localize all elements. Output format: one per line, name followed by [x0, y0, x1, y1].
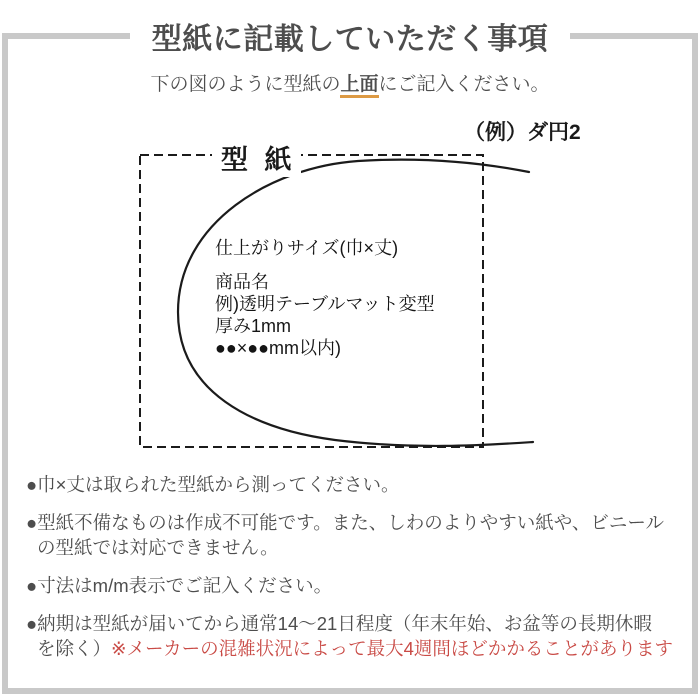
note-item-delivery-time [26, 611, 678, 661]
note-line-continuation: を除く） [37, 638, 112, 659]
note-item-dimension-unit [26, 573, 678, 598]
notes-list [26, 472, 678, 674]
finished-size-line: 仕上がりサイズ(巾×丈) [215, 238, 399, 258]
subtitle-text-after: にご記入ください。 [378, 74, 550, 95]
example-shape-label: （例）ダ円2 [464, 121, 581, 144]
subtitle-text-before: 下の図のように型紙の [150, 74, 341, 95]
note-line: ●寸法はm/m表示でご記入ください。 [26, 575, 333, 596]
note-item-measure [26, 472, 678, 497]
oval-annotation-block [215, 237, 435, 359]
note-line: ●巾×丈は取られた型紙から測ってください。 [26, 474, 400, 495]
note-line: の型紙では対応できません。 [37, 537, 279, 558]
delay-warning-text: ※メーカーの混雑状況によって最大4週間ほどかかることがあります [111, 638, 673, 659]
product-name-line: 商品名 [215, 272, 269, 292]
subtitle-emphasis-top-surface: 上面 [340, 74, 378, 98]
note-line: ●型紙不備なものは作成不可能です。また、しわのよりやすい紙や、ビニール [26, 512, 664, 533]
product-example-line: 例)透明テーブルマット変型 [215, 294, 435, 314]
note-line [37, 636, 678, 661]
pattern-paper-label: 型 紙 [212, 138, 301, 177]
thickness-line: 厚み1mm [215, 316, 291, 336]
note-item-invalid-pattern [26, 510, 678, 560]
size-limit-line: ●●×●●mm以内) [215, 338, 341, 358]
note-line: ●納期は型紙が届いてから通常14～21日程度（年末年始、お盆等の長期休暇 [26, 613, 652, 634]
page-title: 型紙に記載していただく事項 [151, 23, 549, 56]
